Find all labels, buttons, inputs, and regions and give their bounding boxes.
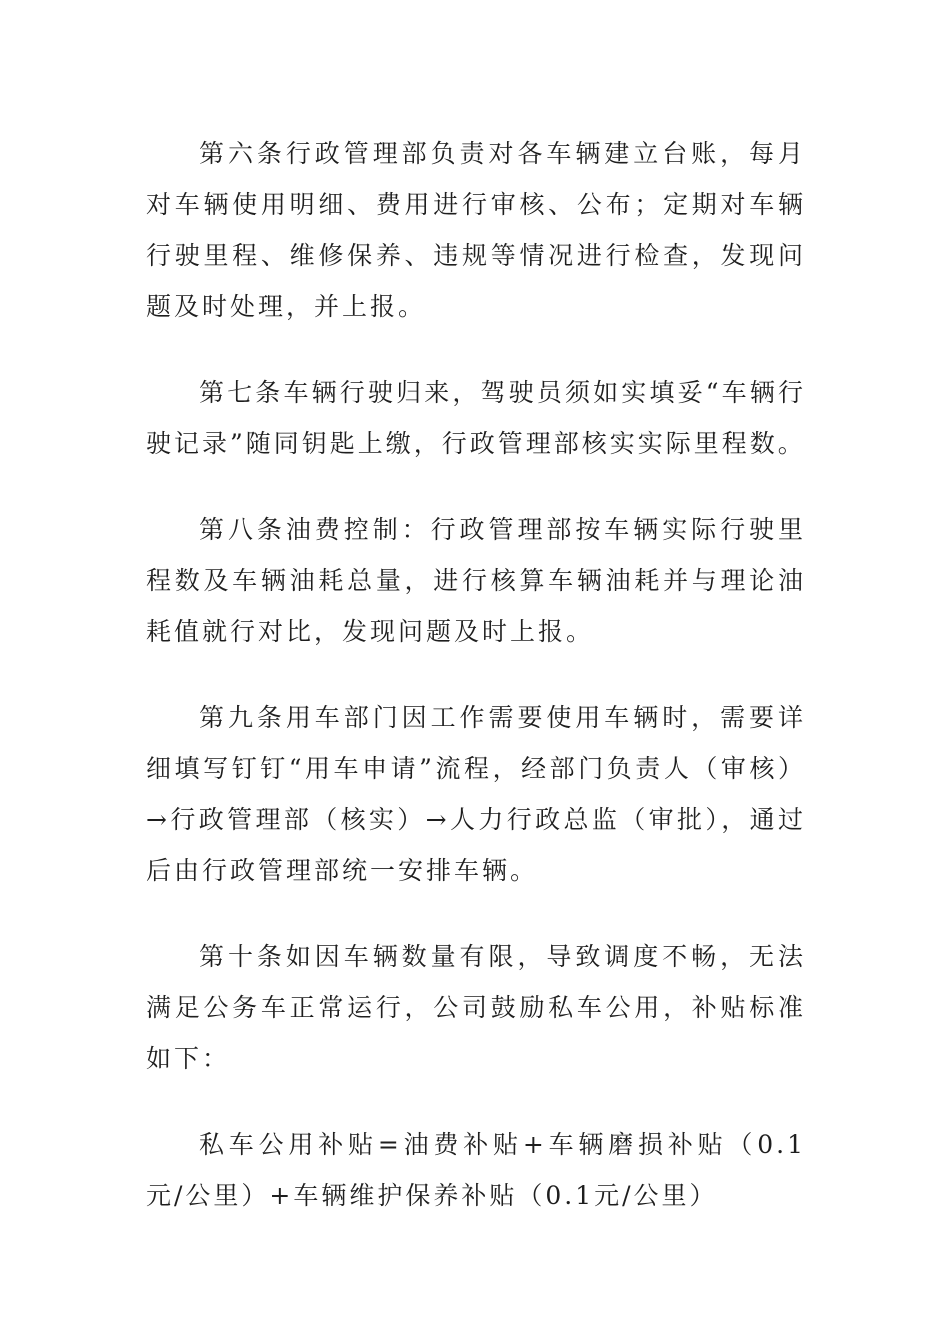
paragraph-article-9: 第九条用车部门因工作需要使用车辆时，需要详细填写钉钉“用车申请”流程，经部门负责人（审核）→行政管理部（核实）→人力行政总监（审批），通过后由行政管理部统一安排车辆。 [146,703,806,885]
document-body [146,128,806,1256]
paragraph-article-7: 第七条车辆行驶归来，驾驶员须如实填妥“车辆行驶记录”随同钥匙上缴，行政管理部核实实际里程数。 [146,378,806,458]
paragraph-subsidy-formula: 私车公用补贴=油费补贴+车辆磨损补贴（0.1元/公里）+车辆维护保养补贴（0.1元/公里） [146,1130,806,1210]
paragraph-article-6: 第六条行政管理部负责对各车辆建立台账，每月对车辆使用明细、费用进行审核、公布；定期对车辆行驶里程、维修保养、违规等情况进行检查，发现问题及时处理，并上报。 [146,139,806,321]
paragraph-article-8: 第八条油费控制：行政管理部按车辆实际行驶里程数及车辆油耗总量，进行核算车辆油耗并与理论油耗值就行对比，发现问题及时上报。 [146,515,806,646]
paragraph-article-10: 第十条如因车辆数量有限，导致调度不畅，无法满足公务车正常运行，公司鼓励私车公用，补贴标准如下： [146,942,806,1073]
